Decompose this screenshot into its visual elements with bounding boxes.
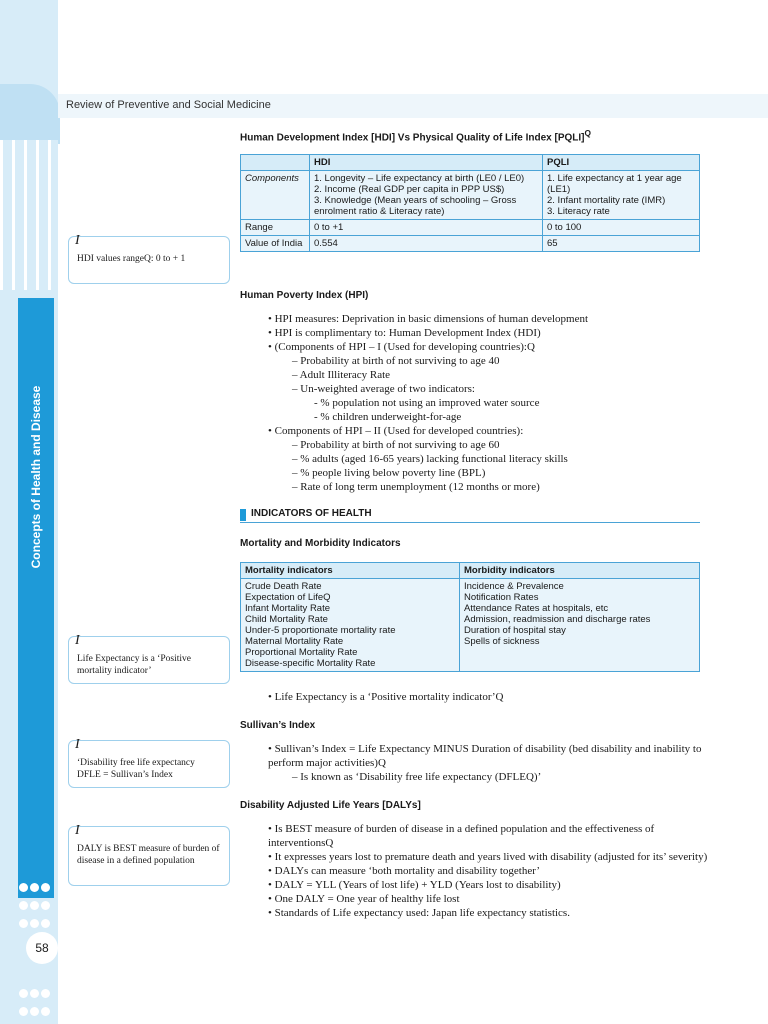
indicators-table <box>240 562 700 672</box>
dots-decoration-bottom <box>18 986 58 1022</box>
table-row <box>241 171 700 220</box>
morbidity-column: Incidence & Prevalence Notification Rates Attendance Rates at hospitals, etc Admission, readmission and discharge rates Duration of hospital stay Spells of sickness <box>460 579 700 672</box>
hpi-title: Human Poverty Index (HPI) <box>240 290 369 301</box>
note-daly: I DALY is BEST measure of burden of disease in a defined population <box>68 826 230 886</box>
list-item: – Rate of long term unemployment (12 months or more) <box>292 481 540 493</box>
list-item: • HPI measures: Deprivation in basic dimensions of human development <box>268 313 589 325</box>
note-hdi-range: I HDI values rangeQ: 0 to + 1 <box>68 236 230 284</box>
list-item: • Is BEST measure of burden of disease in a defined population and the effectiveness of interventionsQ <box>268 823 655 849</box>
list-item: – Un-weighted average of two indicators: <box>292 383 475 395</box>
list-item: – Probability at birth of not surviving to age 60 <box>292 439 500 451</box>
table-cell: 0 to 100 <box>543 220 700 236</box>
indicators-heading: INDICATORS OF HEALTH <box>251 508 372 519</box>
row-label: Range <box>241 220 310 236</box>
list-item: – Adult Illiteracy Rate <box>292 369 391 381</box>
pqli-components-cell: 1. Life expectancy at 1 year age (LE1) 2. Infant mortality rate (IMR) 3. Literacy rate <box>543 171 700 220</box>
note-life-expectancy: I Life Expectancy is a ‘Positive mortality indicator’ <box>68 636 230 684</box>
hdi-components-cell: 1. Longevity – Life expectancy at birth (LE0 / LE0) 2. Income (Real GDP per capita in PPP US$) 3. Knowledge (Mean years of schooling – Gross enrolment ratio & Literacy rate) <box>310 171 543 220</box>
list-item: • Life Expectancy is a ‘Positive mortality indicator’Q <box>268 691 504 703</box>
note-icon: I <box>75 823 80 838</box>
indicator-heading-marker <box>240 509 246 521</box>
table-cell: 0 to +1 <box>310 220 543 236</box>
hpi-list <box>268 312 708 494</box>
list-item: – % people living below poverty line (BPL) <box>292 467 486 479</box>
book-header: Review of Preventive and Social Medicine <box>66 99 271 111</box>
list-item: • DALY = YLL (Years of lost life) + YLD (Years lost to disability) <box>268 879 561 891</box>
table-cell: 0.554 <box>310 236 543 252</box>
hdi-section-title: Human Development Index [HDI] Vs Physical Quality of Life Index [PQLI]$^Q$ <box>240 128 591 144</box>
note-sullivan: I ‘Disability free life expectancy DFLE = Sullivan’s Index <box>68 740 230 788</box>
row-label: Components <box>241 171 310 220</box>
list-item: – Is known as ‘Disability free life expectancy (DFLEQ)’ <box>292 771 542 783</box>
table-header-cell: HDI <box>310 155 543 171</box>
mortality-column: Crude Death Rate Expectation of LifeQ Infant Mortality Rate Child Mortality Rate Under-5 proportionate mortality rate Maternal Mortality Rate Proportional Mortality Rate Disease-specific Mortality Rate <box>241 579 460 672</box>
dots-decoration-top <box>18 880 58 934</box>
list-item: - % population not using an improved water source <box>314 397 540 409</box>
sullivan-list <box>268 742 708 784</box>
table-header-cell: PQLI <box>543 155 700 171</box>
table-header-cell: Morbidity indicators <box>460 563 700 579</box>
section-vertical-title: Concepts of Health and Disease <box>29 385 43 569</box>
note-icon: I <box>75 233 80 248</box>
note-icon: I <box>75 737 80 752</box>
list-item: • Components of HPI – II (Used for developed countries): <box>268 425 524 437</box>
list-item: • Standards of Life expectancy used: Japan life expectancy statistics. <box>268 907 570 919</box>
list-item: • Sullivan’s Index = Life Expectancy MINUS Duration of disability (bed disability and inability to perform major activities)Q <box>268 743 702 769</box>
table-row <box>241 220 700 236</box>
note-icon: I <box>75 633 80 648</box>
sidebar-arc-decoration <box>0 84 60 144</box>
hdi-pqli-table <box>240 154 700 252</box>
indicators-subtitle: Mortality and Morbidity Indicators <box>240 538 401 549</box>
list-item: – Probability at birth of not surviving to age 40 <box>292 355 500 367</box>
row-label: Value of India <box>241 236 310 252</box>
table-header-cell: Mortality indicators <box>241 563 460 579</box>
daly-list <box>268 822 708 920</box>
daly-title: Disability Adjusted Life Years [DALYs] <box>240 800 421 811</box>
list-item: • DALYs can measure ‘both mortality and disability together’ <box>268 865 540 877</box>
page-number: 58 <box>26 932 58 964</box>
indicators-heading-rule <box>240 522 700 523</box>
list-item: • (Components of HPI – I (Used for developing countries):Q <box>268 341 535 353</box>
table-row <box>241 236 700 252</box>
list-item: – % adults (aged 16-65 years) lacking functional literacy skills <box>292 453 568 465</box>
life-expectancy-note <box>268 690 708 704</box>
list-item: - % children underweight-for-age <box>314 411 462 423</box>
table-cell: 65 <box>543 236 700 252</box>
sullivan-title: Sullivan’s Index <box>240 720 316 731</box>
list-item: • It expresses years lost to premature death and years lived with disability (adjusted for its’ severity) <box>268 851 708 863</box>
list-item: • HPI is complimentary to: Human Development Index (HDI) <box>268 327 541 339</box>
table-header-cell <box>241 155 310 171</box>
list-item: • One DALY = One year of healthy life lost <box>268 893 460 905</box>
